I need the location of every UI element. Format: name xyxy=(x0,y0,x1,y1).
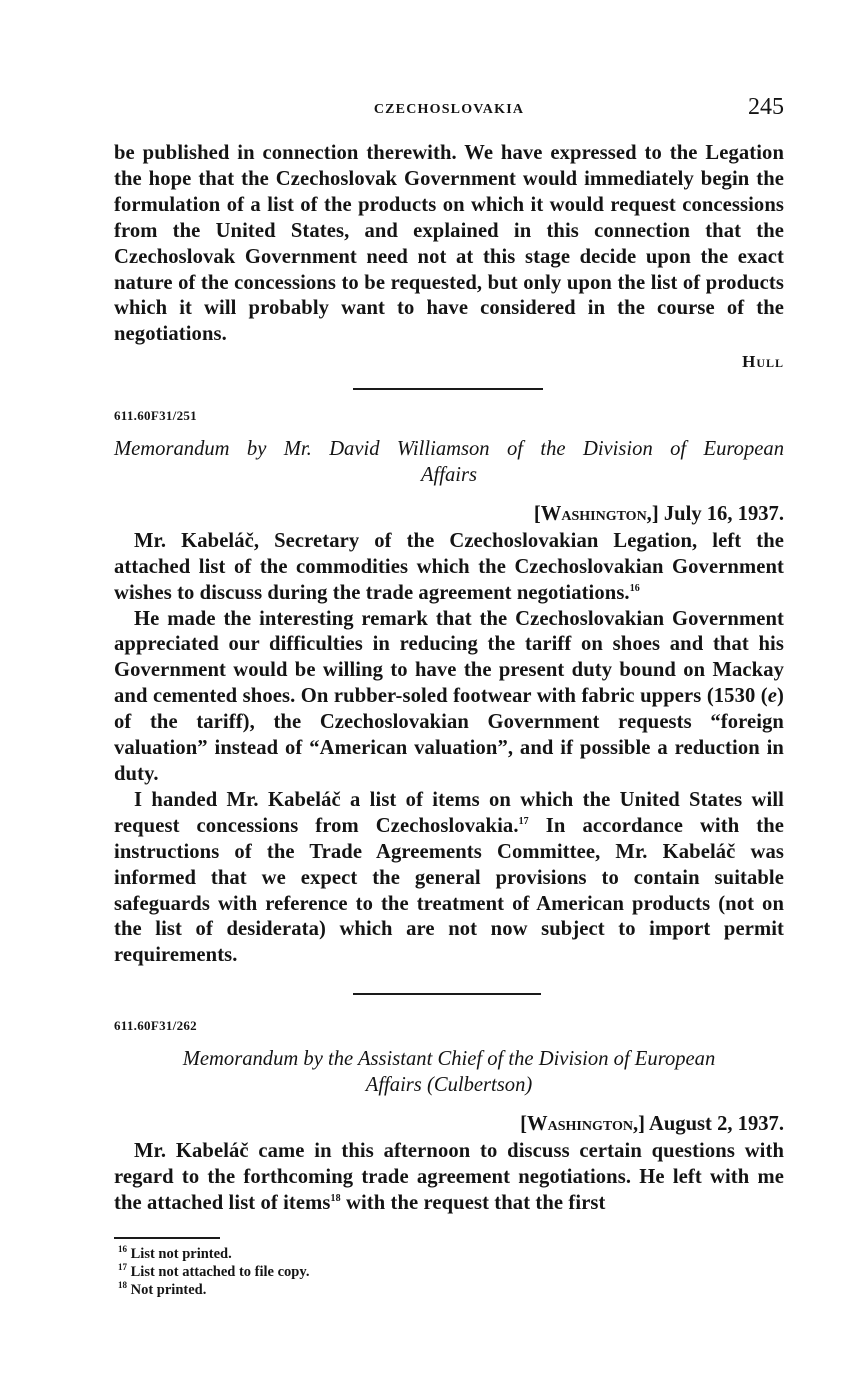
footnotes xyxy=(118,1245,788,1299)
file-number: 611.60F31/262 xyxy=(114,1018,197,1033)
memorandum-title-line-1: Memorandum by Mr. David Williamson of the Division of European xyxy=(114,438,784,460)
memorandum-paragraph xyxy=(114,607,784,788)
running-title: CZECHOSLOVAKIA xyxy=(373,102,525,117)
running-head xyxy=(114,94,784,126)
memorandum-title xyxy=(114,437,784,489)
memorandum-title-line-2 xyxy=(114,1073,784,1099)
memorandum-title xyxy=(114,1047,784,1099)
memorandum-title-line-2: Affairs xyxy=(420,463,478,486)
continuation-section xyxy=(114,141,784,372)
paragraph-text: In accordance with the instructions of the Trade Agreements Committee, Mr. Kabeláč was informed that we expect the general provisions to contain suitable safeguards with reference to the treatment of American products (not on the list of desiderata) which are not now subject to import permit requirements. xyxy=(114,814,784,967)
signature: Hull xyxy=(742,352,784,372)
memorandum-1 xyxy=(114,408,784,969)
file-number: 611.60F31/251 xyxy=(114,408,197,423)
italic-text: e xyxy=(767,685,778,708)
memorandum-paragraph xyxy=(114,788,784,969)
paragraph-text: Mr. Kabeláč, Secretary of the Czechoslovakian Legation, left the attached list of the commodities which the Czechoslovakian Government wishes to discuss during the trade agreement negotiations. xyxy=(114,529,784,604)
footnote xyxy=(118,1245,788,1263)
footnote-text: List not printed. xyxy=(130,1246,232,1262)
continuation-paragraph: be published in connection therewith. We have expressed to the Legation the hope that the Czechoslovak Government would immediately begin the formulation of a list of the products on which it would request concessions from the United States, and explained in this connection that the Czechoslovak Government need not at this stage decide upon the exact nature of the concessions to be requested, but only upon the list of products which it will probably want to have considered in the course of the negotiations. xyxy=(114,142,784,346)
memorandum-paragraph xyxy=(114,1139,784,1217)
dateline xyxy=(114,1111,784,1137)
dateline-place: [Washington,] xyxy=(520,1112,645,1135)
title-text: Affairs ( xyxy=(365,1073,434,1096)
section-divider xyxy=(353,388,543,390)
footnote-reference: 17 xyxy=(518,815,529,827)
dateline-date: July 16, 1937. xyxy=(663,502,784,525)
page-number: 245 xyxy=(748,94,784,120)
footnote-text: Not printed. xyxy=(130,1282,207,1298)
footnote-reference: 16 xyxy=(629,582,640,594)
paragraph-text: with the request that the first xyxy=(340,1191,606,1214)
title-text: ) xyxy=(525,1073,533,1096)
dateline-place: [Washington,] xyxy=(533,502,659,525)
footnote-mark: 16 xyxy=(118,1244,127,1255)
paragraph-text: He made the interesting remark that the Czechoslovakian Government appreciated our difficulties in reducing the tariff on shoes and that his Government would be willing to have the present duty bound on Mackay and cemented shoes. On rubber-soled footwear with fabric uppers (1530 ( xyxy=(114,607,784,708)
paragraph-text: Mr. Kabeláč came in this afternoon to discuss certain questions with regard to the forthcoming trade agreement negotiations. He left with me the attached list of items xyxy=(114,1139,784,1214)
memorandum-paragraph xyxy=(114,529,784,607)
dateline xyxy=(114,501,784,527)
footnote-text: List not attached to file copy. xyxy=(130,1264,310,1280)
memorandum-2 xyxy=(114,1018,784,1217)
memorandum-title-line-1: Memorandum by the Assistant Chief of the Division of European xyxy=(182,1048,716,1070)
footnote xyxy=(118,1263,788,1281)
section-divider xyxy=(353,993,541,995)
title-name: Culbertson xyxy=(433,1073,526,1096)
footnote-mark: 17 xyxy=(118,1262,127,1273)
footnote xyxy=(118,1281,788,1299)
footnote-mark: 18 xyxy=(118,1280,127,1291)
dateline-date: August 2, 1937. xyxy=(648,1112,784,1135)
footnote-divider xyxy=(114,1237,220,1239)
paragraph-text: ) of the tariff), the Czechoslovakian Government requests “foreign valuation” instead of “American valuation”, and if possible a reduction in duty. xyxy=(114,685,784,785)
footnote-reference: 18 xyxy=(330,1192,341,1204)
paragraph-text: I handed Mr. Kabeláč a list of items on which the United States will request concessions from Czechoslovakia. xyxy=(114,788,784,837)
